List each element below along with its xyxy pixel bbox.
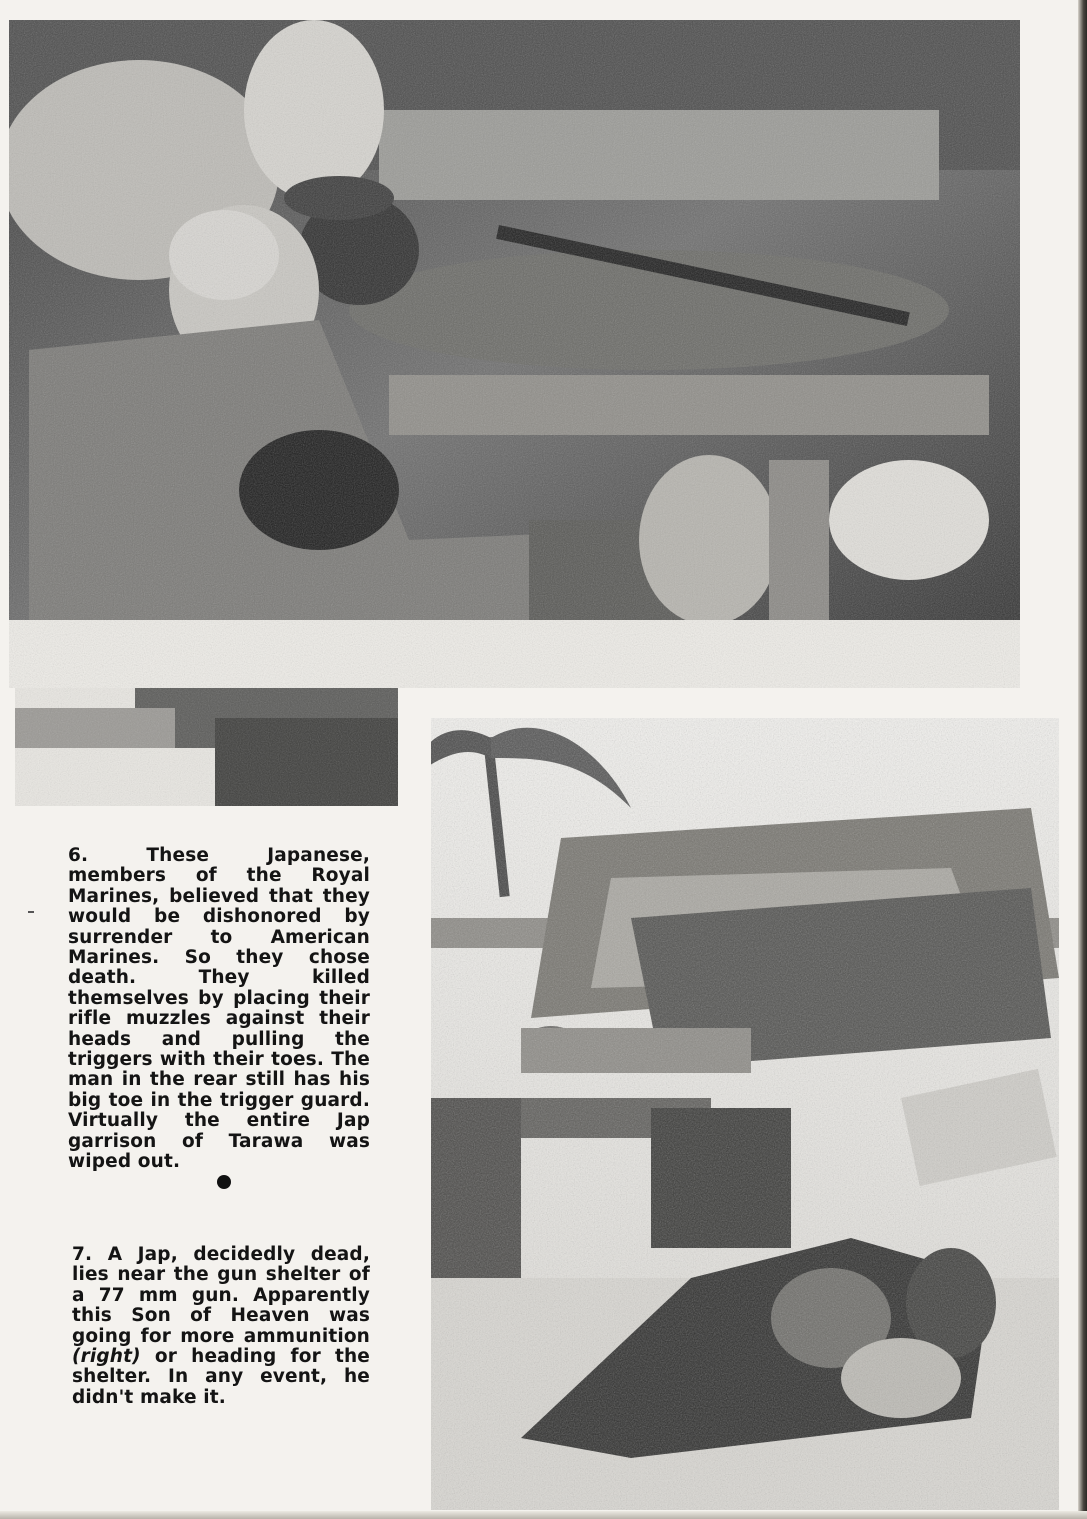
caption-7-text-before: A Jap, decidedly dead, lies near the gun shelter of a 77 mm gun. Apparently this Son of Heaven was going for more ammunition <box>72 1244 370 1347</box>
caption-6 <box>68 846 370 1173</box>
caption-7-number: 7. <box>72 1244 93 1265</box>
photo-6-lower-strip <box>15 688 398 806</box>
caption-6-text: These Japanese, members of the Royal Marines, believed that they would be dishonored by surrender to American Marines. So they chose death. They killed themselves by placing their rifle muzzles against their heads and pulling the triggers with their toes. The man in the rear still has his big toe in the trigger guard. Virtually the entire Jap garrison of Tarawa was wiped out. <box>68 845 370 1173</box>
page-edge-bottom <box>0 1511 1087 1519</box>
photo-7-gun-shelter <box>431 718 1059 1510</box>
page-edge-right <box>1078 0 1087 1519</box>
caption-7 <box>72 1245 370 1408</box>
margin-mark <box>28 911 34 913</box>
bullet-divider <box>217 1175 231 1189</box>
caption-6-number: 6. <box>68 845 89 866</box>
photo-6-soldiers-in-shelter <box>9 20 1020 688</box>
caption-7-emphasis: (right) <box>72 1346 141 1368</box>
caption-7-text-after: or heading for the shelter. In any event, he didn't make it. <box>72 1346 371 1408</box>
